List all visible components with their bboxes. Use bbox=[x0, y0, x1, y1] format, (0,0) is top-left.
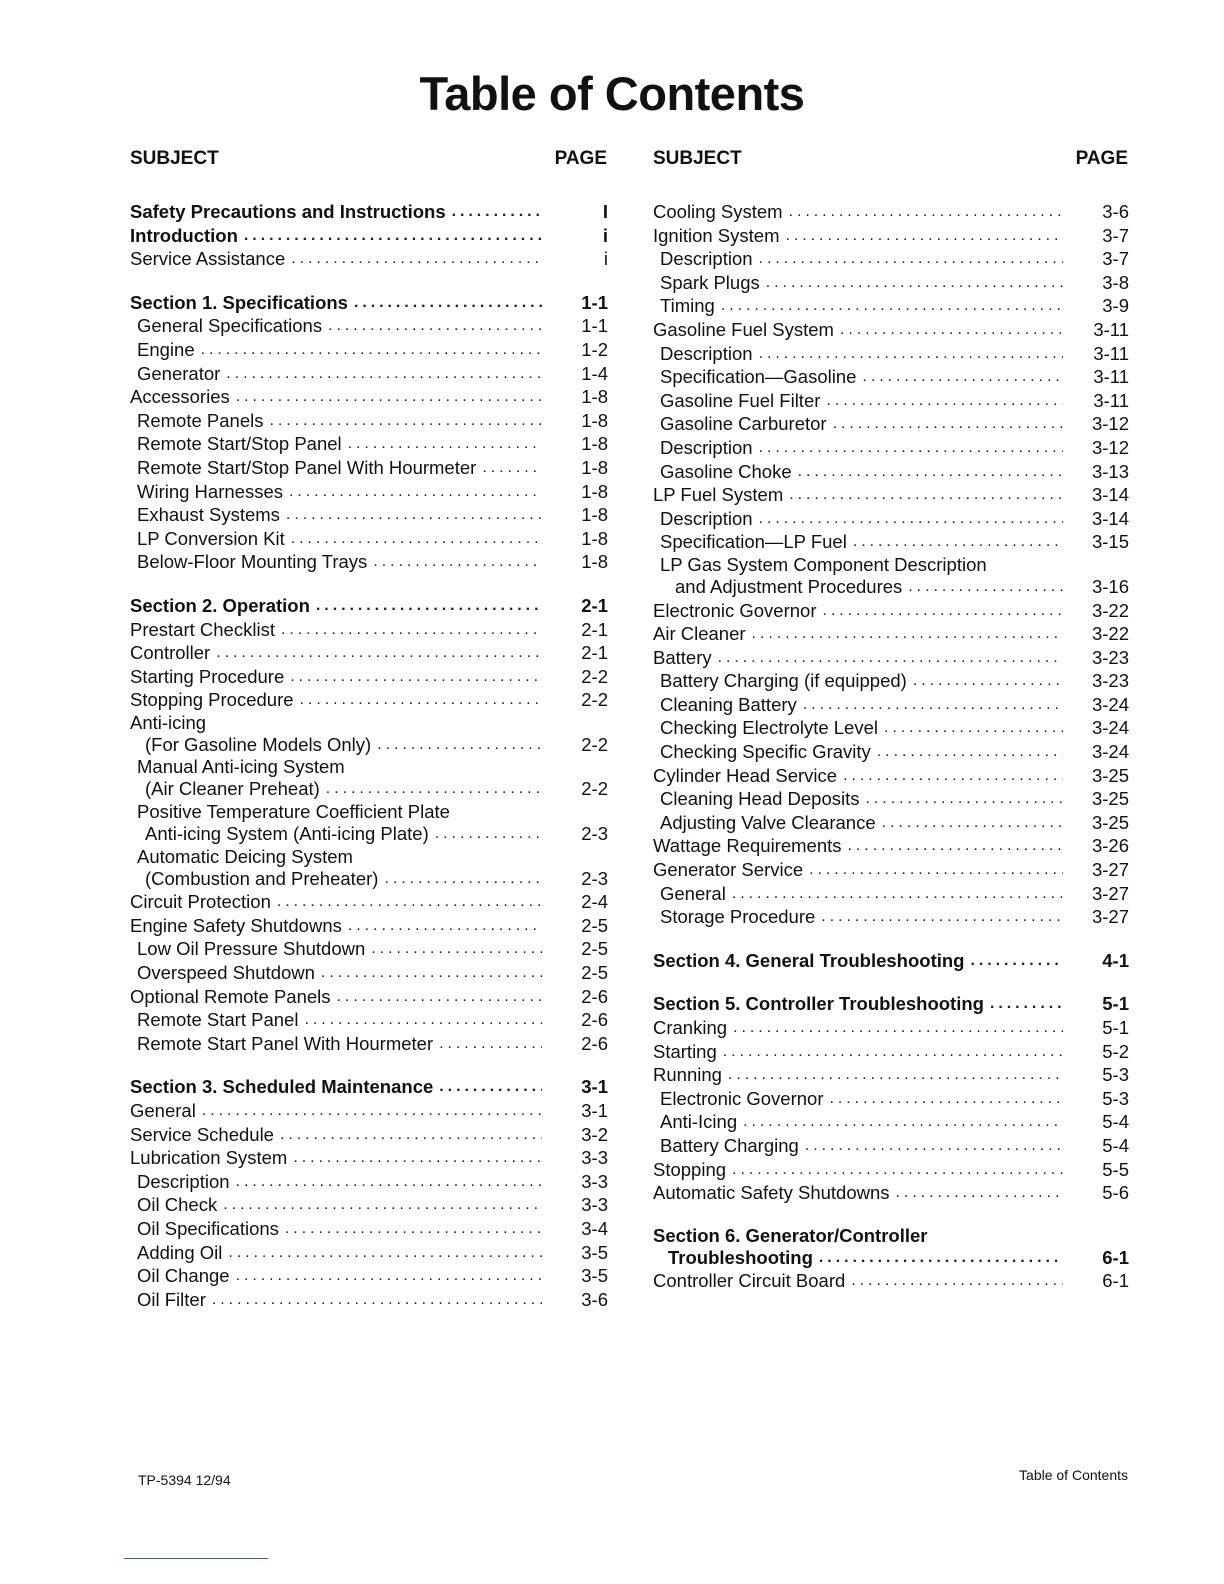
toc-section-6[interactable]: Troubleshooting . . . 6-1 bbox=[653, 1246, 1129, 1270]
toc-section-5[interactable]: Section 5. Controller Troubleshooting . . . 5-1 bbox=[653, 992, 1129, 1016]
toc-entry[interactable]: LP Conversion Kit . . . 1-8 bbox=[130, 527, 608, 551]
footer-section-name: Table of Contents bbox=[1019, 1467, 1128, 1483]
toc-entry[interactable]: Starting . . . 5-2 bbox=[653, 1040, 1129, 1064]
column-header bbox=[130, 148, 608, 200]
toc-entry[interactable]: Wattage Requirements . . . 3-26 bbox=[653, 834, 1129, 858]
page-heading: PAGE bbox=[554, 148, 607, 169]
toc-entry[interactable]: Cylinder Head Service . . . 3-25 bbox=[653, 764, 1129, 788]
toc-entry[interactable]: Adjusting Valve Clearance . . . 3-25 bbox=[653, 811, 1129, 835]
toc-entry[interactable]: Optional Remote Panels . . . 2-6 bbox=[130, 985, 608, 1009]
toc-entry[interactable]: Spark Plugs . . . 3-8 bbox=[653, 271, 1129, 295]
toc-entry[interactable]: Specification—Gasoline . . . 3-11 bbox=[653, 365, 1129, 389]
toc-entry[interactable]: Electronic Governor . . . 3-22 bbox=[653, 599, 1129, 623]
toc-section-1[interactable]: Section 1. Specifications . . . 1-1 bbox=[130, 291, 608, 315]
toc-entry[interactable]: Gasoline Fuel System . . . 3-11 bbox=[653, 318, 1129, 342]
toc-entry[interactable]: Cleaning Battery . . . 3-24 bbox=[653, 693, 1129, 717]
toc-entry[interactable]: Stopping Procedure . . . 2-2 bbox=[130, 688, 608, 712]
toc-entry-line: LP Gas System Component Description bbox=[660, 553, 987, 575]
page-title: Table of Contents bbox=[419, 67, 805, 120]
toc-entry-line: Anti-icing bbox=[130, 711, 207, 733]
toc-entry[interactable]: Battery Charging (if equipped) . . . 3-23 bbox=[653, 669, 1129, 693]
toc-entry[interactable]: (Air Cleaner Preheat) . . . 2-2 bbox=[130, 777, 608, 801]
toc-entry[interactable]: Exhaust Systems . . . 1-8 bbox=[130, 503, 608, 527]
toc-entry[interactable]: Oil Check . . . 3-3 bbox=[130, 1193, 608, 1217]
toc-entry-line: Automatic Deicing System bbox=[137, 845, 353, 867]
toc-entry[interactable]: Checking Electrolyte Level . . . 3-24 bbox=[653, 716, 1129, 740]
toc-entry[interactable]: Adding Oil . . . 3-5 bbox=[130, 1241, 608, 1265]
toc-entry[interactable]: Overspeed Shutdown . . . 2-5 bbox=[130, 961, 608, 985]
toc-entry[interactable]: General Specifications . . . 1-1 bbox=[130, 314, 608, 338]
toc-entry[interactable]: Below-Floor Mounting Trays . . . 1-8 bbox=[130, 550, 608, 574]
toc-entry[interactable]: Introduction . . . i bbox=[130, 224, 608, 248]
toc-entry[interactable]: Accessories . . . 1-8 bbox=[130, 385, 608, 409]
toc-entry[interactable]: Generator Service . . . 3-27 bbox=[653, 858, 1129, 882]
subject-heading: SUBJECT bbox=[653, 148, 742, 169]
toc-entry[interactable]: (Combustion and Preheater) . . . 2-3 bbox=[130, 867, 608, 891]
bottom-rule bbox=[124, 1558, 268, 1559]
toc-entry[interactable]: Storage Procedure . . . 3-27 bbox=[653, 905, 1129, 929]
toc-entry[interactable]: Description . . . 3-14 bbox=[653, 507, 1129, 531]
subject-heading: SUBJECT bbox=[130, 148, 219, 169]
toc-entry[interactable]: Oil Change . . . 3-5 bbox=[130, 1264, 608, 1288]
toc-entry[interactable]: Automatic Safety Shutdowns . . . 5-6 bbox=[653, 1181, 1129, 1205]
toc-entry[interactable]: Engine Safety Shutdowns . . . 2-5 bbox=[130, 914, 608, 938]
toc-entry-line: Manual Anti-icing System bbox=[137, 756, 345, 778]
toc-section-4[interactable]: Section 4. General Troubleshooting . . . 4-1 bbox=[653, 949, 1129, 973]
toc-entry[interactable]: Starting Procedure . . . 2-2 bbox=[130, 665, 608, 689]
toc-entry[interactable]: Remote Panels . . . 1-8 bbox=[130, 409, 608, 433]
toc-entry[interactable]: Gasoline Carburetor . . . 3-12 bbox=[653, 412, 1129, 436]
toc-section-6-line: Section 6. Generator/Controller bbox=[653, 1224, 928, 1246]
toc-right-column bbox=[653, 148, 1129, 1293]
toc-entry[interactable]: Remote Start/Stop Panel With Hourmeter . . . 1-8 bbox=[130, 456, 608, 480]
toc-entry[interactable]: Battery . . . 3-23 bbox=[653, 646, 1129, 670]
toc-entry[interactable]: Remote Start Panel . . . 2-6 bbox=[130, 1008, 608, 1032]
toc-entry-line: Positive Temperature Coefficient Plate bbox=[137, 801, 450, 823]
toc-entry[interactable]: Cooling System . . . 3-6 bbox=[653, 200, 1129, 224]
toc-entry[interactable]: Electronic Governor . . . 5-3 bbox=[653, 1087, 1129, 1111]
toc-entry[interactable]: Wiring Harnesses . . . 1-8 bbox=[130, 480, 608, 504]
toc-entry[interactable]: Safety Precautions and Instructions . . . I bbox=[130, 200, 608, 224]
toc-entry[interactable]: Anti-icing System (Anti-icing Plate) . . . 2-3 bbox=[130, 822, 608, 846]
toc-entry[interactable]: Description . . . 3-11 bbox=[653, 342, 1129, 366]
toc-entry[interactable]: Controller Circuit Board . . . 6-1 bbox=[653, 1269, 1129, 1293]
toc-entry[interactable]: Gasoline Fuel Filter . . . 3-11 bbox=[653, 389, 1129, 413]
toc-entry[interactable]: Checking Specific Gravity . . . 3-24 bbox=[653, 740, 1129, 764]
toc-entry[interactable]: Generator . . . 1-4 bbox=[130, 362, 608, 386]
toc-entry[interactable]: Battery Charging . . . 5-4 bbox=[653, 1134, 1129, 1158]
toc-section-3[interactable]: Section 3. Scheduled Maintenance . . . 3-1 bbox=[130, 1075, 608, 1099]
toc-entry[interactable]: Stopping . . . 5-5 bbox=[653, 1158, 1129, 1182]
toc-entry[interactable]: and Adjustment Procedures . . . 3-16 bbox=[653, 575, 1129, 599]
footer-doc-id: TP-5394 12/94 bbox=[138, 1472, 231, 1488]
toc-entry[interactable]: General . . . 3-1 bbox=[130, 1099, 608, 1123]
toc-entry[interactable]: Specification—LP Fuel . . . 3-15 bbox=[653, 530, 1129, 554]
toc-section-2[interactable]: Section 2. Operation . . . 2-1 bbox=[130, 594, 608, 618]
toc-entry[interactable]: Cranking . . . 5-1 bbox=[653, 1016, 1129, 1040]
toc-entry[interactable]: Timing . . . 3-9 bbox=[653, 294, 1129, 318]
toc-entry[interactable]: Gasoline Choke . . . 3-13 bbox=[653, 460, 1129, 484]
toc-entry[interactable]: Remote Start Panel With Hourmeter . . . 2-6 bbox=[130, 1032, 608, 1056]
toc-entry[interactable]: Description . . . 3-3 bbox=[130, 1170, 608, 1194]
toc-entry[interactable]: Anti-Icing . . . 5-4 bbox=[653, 1110, 1129, 1134]
toc-entry[interactable]: Remote Start/Stop Panel . . . 1-8 bbox=[130, 432, 608, 456]
toc-entry[interactable]: Oil Filter . . . 3-6 bbox=[130, 1288, 608, 1312]
toc-entry[interactable]: Low Oil Pressure Shutdown . . . 2-5 bbox=[130, 937, 608, 961]
toc-entry[interactable]: Circuit Protection . . . 2-4 bbox=[130, 890, 608, 914]
toc-entry[interactable]: Oil Specifications . . . 3-4 bbox=[130, 1217, 608, 1241]
toc-entry[interactable]: Description . . . 3-7 bbox=[653, 247, 1129, 271]
toc-entry[interactable]: Controller . . . 2-1 bbox=[130, 641, 608, 665]
toc-entry[interactable]: Running . . . 5-3 bbox=[653, 1063, 1129, 1087]
toc-entry[interactable]: Description . . . 3-12 bbox=[653, 436, 1129, 460]
toc-entry[interactable]: Service Schedule . . . 3-2 bbox=[130, 1123, 608, 1147]
toc-entry[interactable]: Cleaning Head Deposits . . . 3-25 bbox=[653, 787, 1129, 811]
toc-left-column bbox=[130, 148, 608, 1311]
toc-entry[interactable]: Engine . . . 1-2 bbox=[130, 338, 608, 362]
page-heading: PAGE bbox=[1075, 148, 1128, 169]
toc-entry[interactable]: Lubrication System . . . 3-3 bbox=[130, 1146, 608, 1170]
toc-entry[interactable]: LP Fuel System . . . 3-14 bbox=[653, 483, 1129, 507]
toc-entry[interactable]: General . . . 3-27 bbox=[653, 882, 1129, 906]
toc-entry[interactable]: Prestart Checklist . . . 2-1 bbox=[130, 618, 608, 642]
toc-entry[interactable]: (For Gasoline Models Only) . . . 2-2 bbox=[130, 733, 608, 757]
toc-entry[interactable]: Air Cleaner . . . 3-22 bbox=[653, 622, 1129, 646]
toc-entry[interactable]: Service Assistance . . . i bbox=[130, 247, 608, 271]
toc-entry[interactable]: Ignition System . . . 3-7 bbox=[653, 224, 1129, 248]
column-header bbox=[653, 148, 1129, 200]
